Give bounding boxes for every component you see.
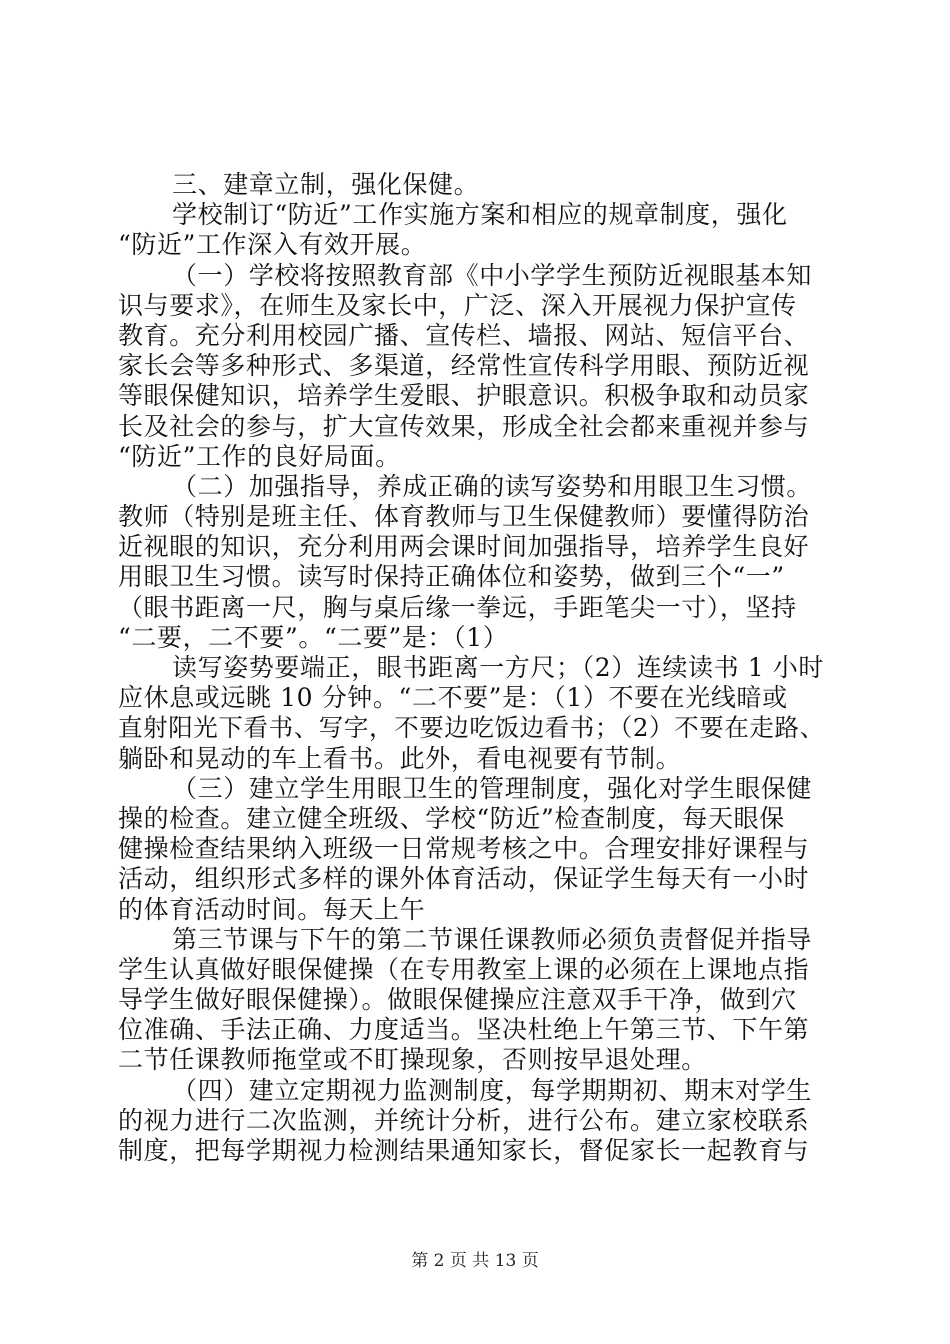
- text-line: 应休息或远眺 10 分钟。“二不要”是：（1）不要在光线暗或: [118, 683, 788, 713]
- text-line: 学生认真做好眼保健操（在专用教室上课的必须在上课地点指: [118, 954, 810, 984]
- text-line: “防近”工作的良好局面。: [118, 441, 401, 471]
- text-line: （四）建立定期视力监测制度，每学期期初、期末对学生: [172, 1075, 813, 1105]
- text-line: 的体育活动时间。每天上午: [118, 894, 426, 924]
- page-footer: 第 2 页 共 13 页: [411, 1251, 539, 1271]
- text-line: 导学生做好眼保健操）。做眼保健操应注意双手干净，做到穴: [118, 985, 797, 1015]
- text-line: 操的检查。建立健全班级、学校“防近”检查制度，每天眼保: [118, 803, 785, 833]
- text-line: 第三节课与下午的第二节课任课教师必须负责督促并指导: [172, 924, 813, 954]
- text-line: （三）建立学生用眼卫生的管理制度，强化对学生眼保健: [172, 773, 813, 803]
- text-line: （眼书距离一尺，胸与桌后缘一拳远，手距笔尖一寸），坚持: [118, 592, 797, 622]
- text-line: 直射阳光下看书、写字，不要边吃饭边看书；（2）不要在走路、: [118, 713, 825, 743]
- document-body: [118, 170, 838, 1166]
- text-line: 制度，把每学期视力检测结果通知家长，督促家长一起教育与: [118, 1136, 810, 1165]
- text-line: 读写姿势要端正，眼书距离一方尺；（2）连续读书 1 小时: [172, 653, 825, 682]
- text-line: 等眼保健知识，培养学生爱眼、护眼意识。积极争取和动员家: [118, 381, 810, 411]
- text-line: 学校制订“防近”工作实施方案和相应的规章制度，强化: [172, 200, 788, 230]
- text-line: 三、建章立制，强化保健。: [172, 170, 480, 199]
- text-line: 教育。充分利用校园广播、宣传栏、墙报、网站、短信平台、: [118, 320, 810, 350]
- text-line: 用眼卫生习惯。读写时保持正确体位和姿势，做到三个“一”: [118, 562, 785, 592]
- text-line: 二节任课教师拖堂或不盯操现象，否则按早退处理。: [118, 1045, 707, 1075]
- text-line: 家长会等多种形式、多渠道，经常性宣传科学用眼、预防近视: [118, 351, 810, 381]
- text-line: 健操检查结果纳入班级一日常规考核之中。合理安排好课程与: [118, 834, 810, 864]
- text-line: 识与要求》，在师生及家长中，广泛、深入开展视力保护宣传: [118, 290, 797, 320]
- text-line: 近视眼的知识，充分利用两会课时间加强指导，培养学生良好: [118, 532, 810, 562]
- text-line: 躺卧和晃动的车上看书。此外，看电视要有节制。: [118, 743, 682, 773]
- text-line: （二）加强指导，养成正确的读写姿势和用眼卫生习惯。: [172, 471, 813, 501]
- text-line: “二要，二不要”。“二要”是：（1）: [118, 622, 509, 652]
- text-line: 教师（特别是班主任、体育教师与卫生保健教师）要懂得防治: [118, 502, 810, 532]
- text-line: （一）学校将按照教育部《中小学学生预防近视眼基本知: [172, 260, 813, 290]
- text-line: “防近”工作深入有效开展。: [118, 230, 427, 260]
- text-line: 活动，组织形式多样的课外体育活动，保证学生每天有一小时: [118, 864, 810, 894]
- text-line: 的视力进行二次监测，并统计分析，进行公布。建立家校联系: [118, 1105, 810, 1135]
- text-line: 位准确、手法正确、力度适当。坚决杜绝上午第三节、下午第: [118, 1015, 810, 1045]
- text-line: 长及社会的参与，扩大宣传效果，形成全社会都来重视并参与: [118, 411, 810, 441]
